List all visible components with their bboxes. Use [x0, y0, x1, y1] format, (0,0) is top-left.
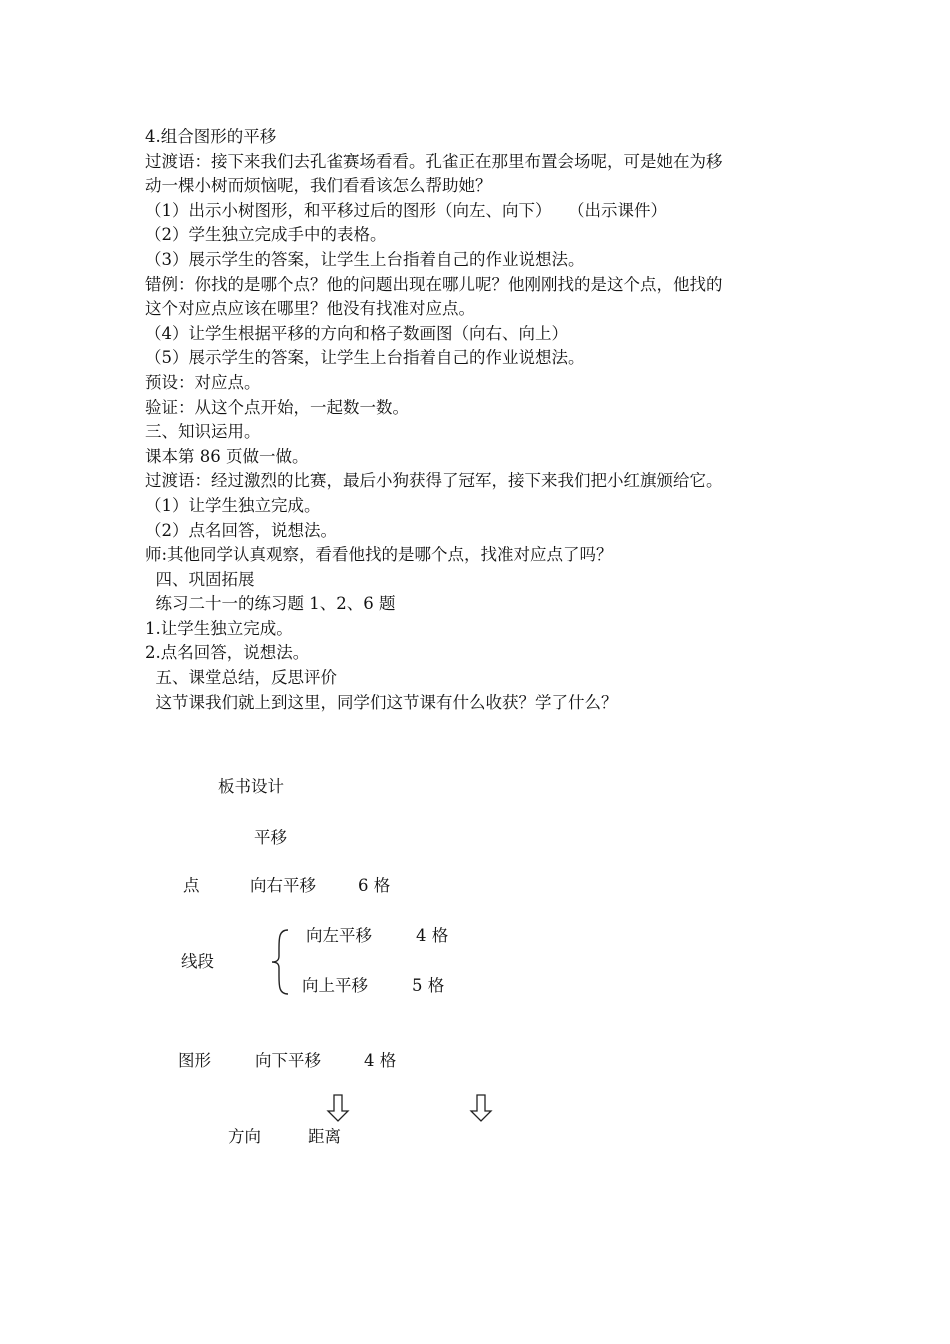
segment-row1-direction: 向左平移	[306, 926, 372, 945]
text-line: 过渡语：接下来我们去孔雀赛场看看。孔雀正在那里布置会场呢，可是她在为移	[145, 151, 723, 171]
text-line: 动一棵小树而烦恼呢，我们看看该怎么帮助她？	[145, 176, 492, 196]
text-line: 2.点名回答，说想法。	[145, 643, 310, 663]
section-heading: 四、巩固拓展	[145, 569, 255, 589]
shape-direction: 向下平移	[255, 1051, 321, 1070]
segment-label: 线段	[181, 952, 214, 971]
point-distance: 6 格	[358, 876, 391, 895]
text-line: 这节课我们就上到这里，同学们这节课有什么收获？学了什么？	[145, 692, 618, 712]
shape-label: 图形	[178, 1051, 211, 1070]
text-line: （3）展示学生的答案，让学生上台指着自己的作业说想法。	[145, 249, 585, 269]
brace-icon	[268, 928, 292, 996]
text-line: 验证：从这个点开始，一起数一数。	[145, 397, 409, 417]
text-line: 课本第 86 页做一做。	[145, 446, 309, 466]
shape-distance: 4 格	[364, 1051, 397, 1070]
text-line: 1.让学生独立完成。	[145, 618, 293, 638]
point-label: 点	[183, 876, 200, 895]
text-line: 过渡语：经过激烈的比赛，最后小狗获得了冠军，接下来我们把小红旗颁给它。	[145, 471, 723, 491]
text-line: （4）让学生根据平移的方向和格子数画图（向右、向上）	[145, 323, 568, 343]
down-arrow-icon	[470, 1094, 492, 1122]
text-line: （2）点名回答，说想法。	[145, 520, 337, 540]
text-line: 这个对应点应该在哪里？他没有找准对应点。	[145, 299, 475, 319]
board-title: 平移	[254, 828, 287, 847]
footer-direction: 方向	[228, 1127, 261, 1146]
segment-row2-direction: 向上平移	[302, 976, 368, 995]
text-line: （1）让学生独立完成。	[145, 495, 321, 515]
text-line: 错例：你找的是哪个点？他的问题出现在哪儿呢？他刚刚找的是这个点，他找的	[145, 274, 723, 294]
text-line: 师:其他同学认真观察，看看他找的是哪个点，找准对应点了吗？	[145, 545, 613, 565]
down-arrow-icon	[327, 1094, 349, 1122]
text-line: （1）出示小树图形，和平移过后的图形（向左、向下） （出示课件）	[145, 200, 667, 220]
board-heading: 板书设计	[218, 777, 284, 796]
point-direction: 向右平移	[250, 876, 316, 895]
section-heading: 三、知识运用。	[145, 422, 261, 442]
text-line: 预设：对应点。	[145, 372, 261, 392]
segment-row1-distance: 4 格	[416, 926, 449, 945]
footer-distance: 距离	[308, 1127, 341, 1146]
text-line: （5）展示学生的答案，让学生上台指着自己的作业说想法。	[145, 348, 585, 368]
text-line: （2）学生独立完成手中的表格。	[145, 225, 387, 245]
section-heading: 五、课堂总结，反思评价	[145, 668, 337, 688]
lesson-text	[145, 125, 825, 715]
text-line: 4.组合图形的平移	[145, 127, 277, 146]
segment-row2-distance: 5 格	[412, 976, 445, 995]
text-line: 练习二十一的练习题 1、2、6 题	[145, 594, 396, 614]
